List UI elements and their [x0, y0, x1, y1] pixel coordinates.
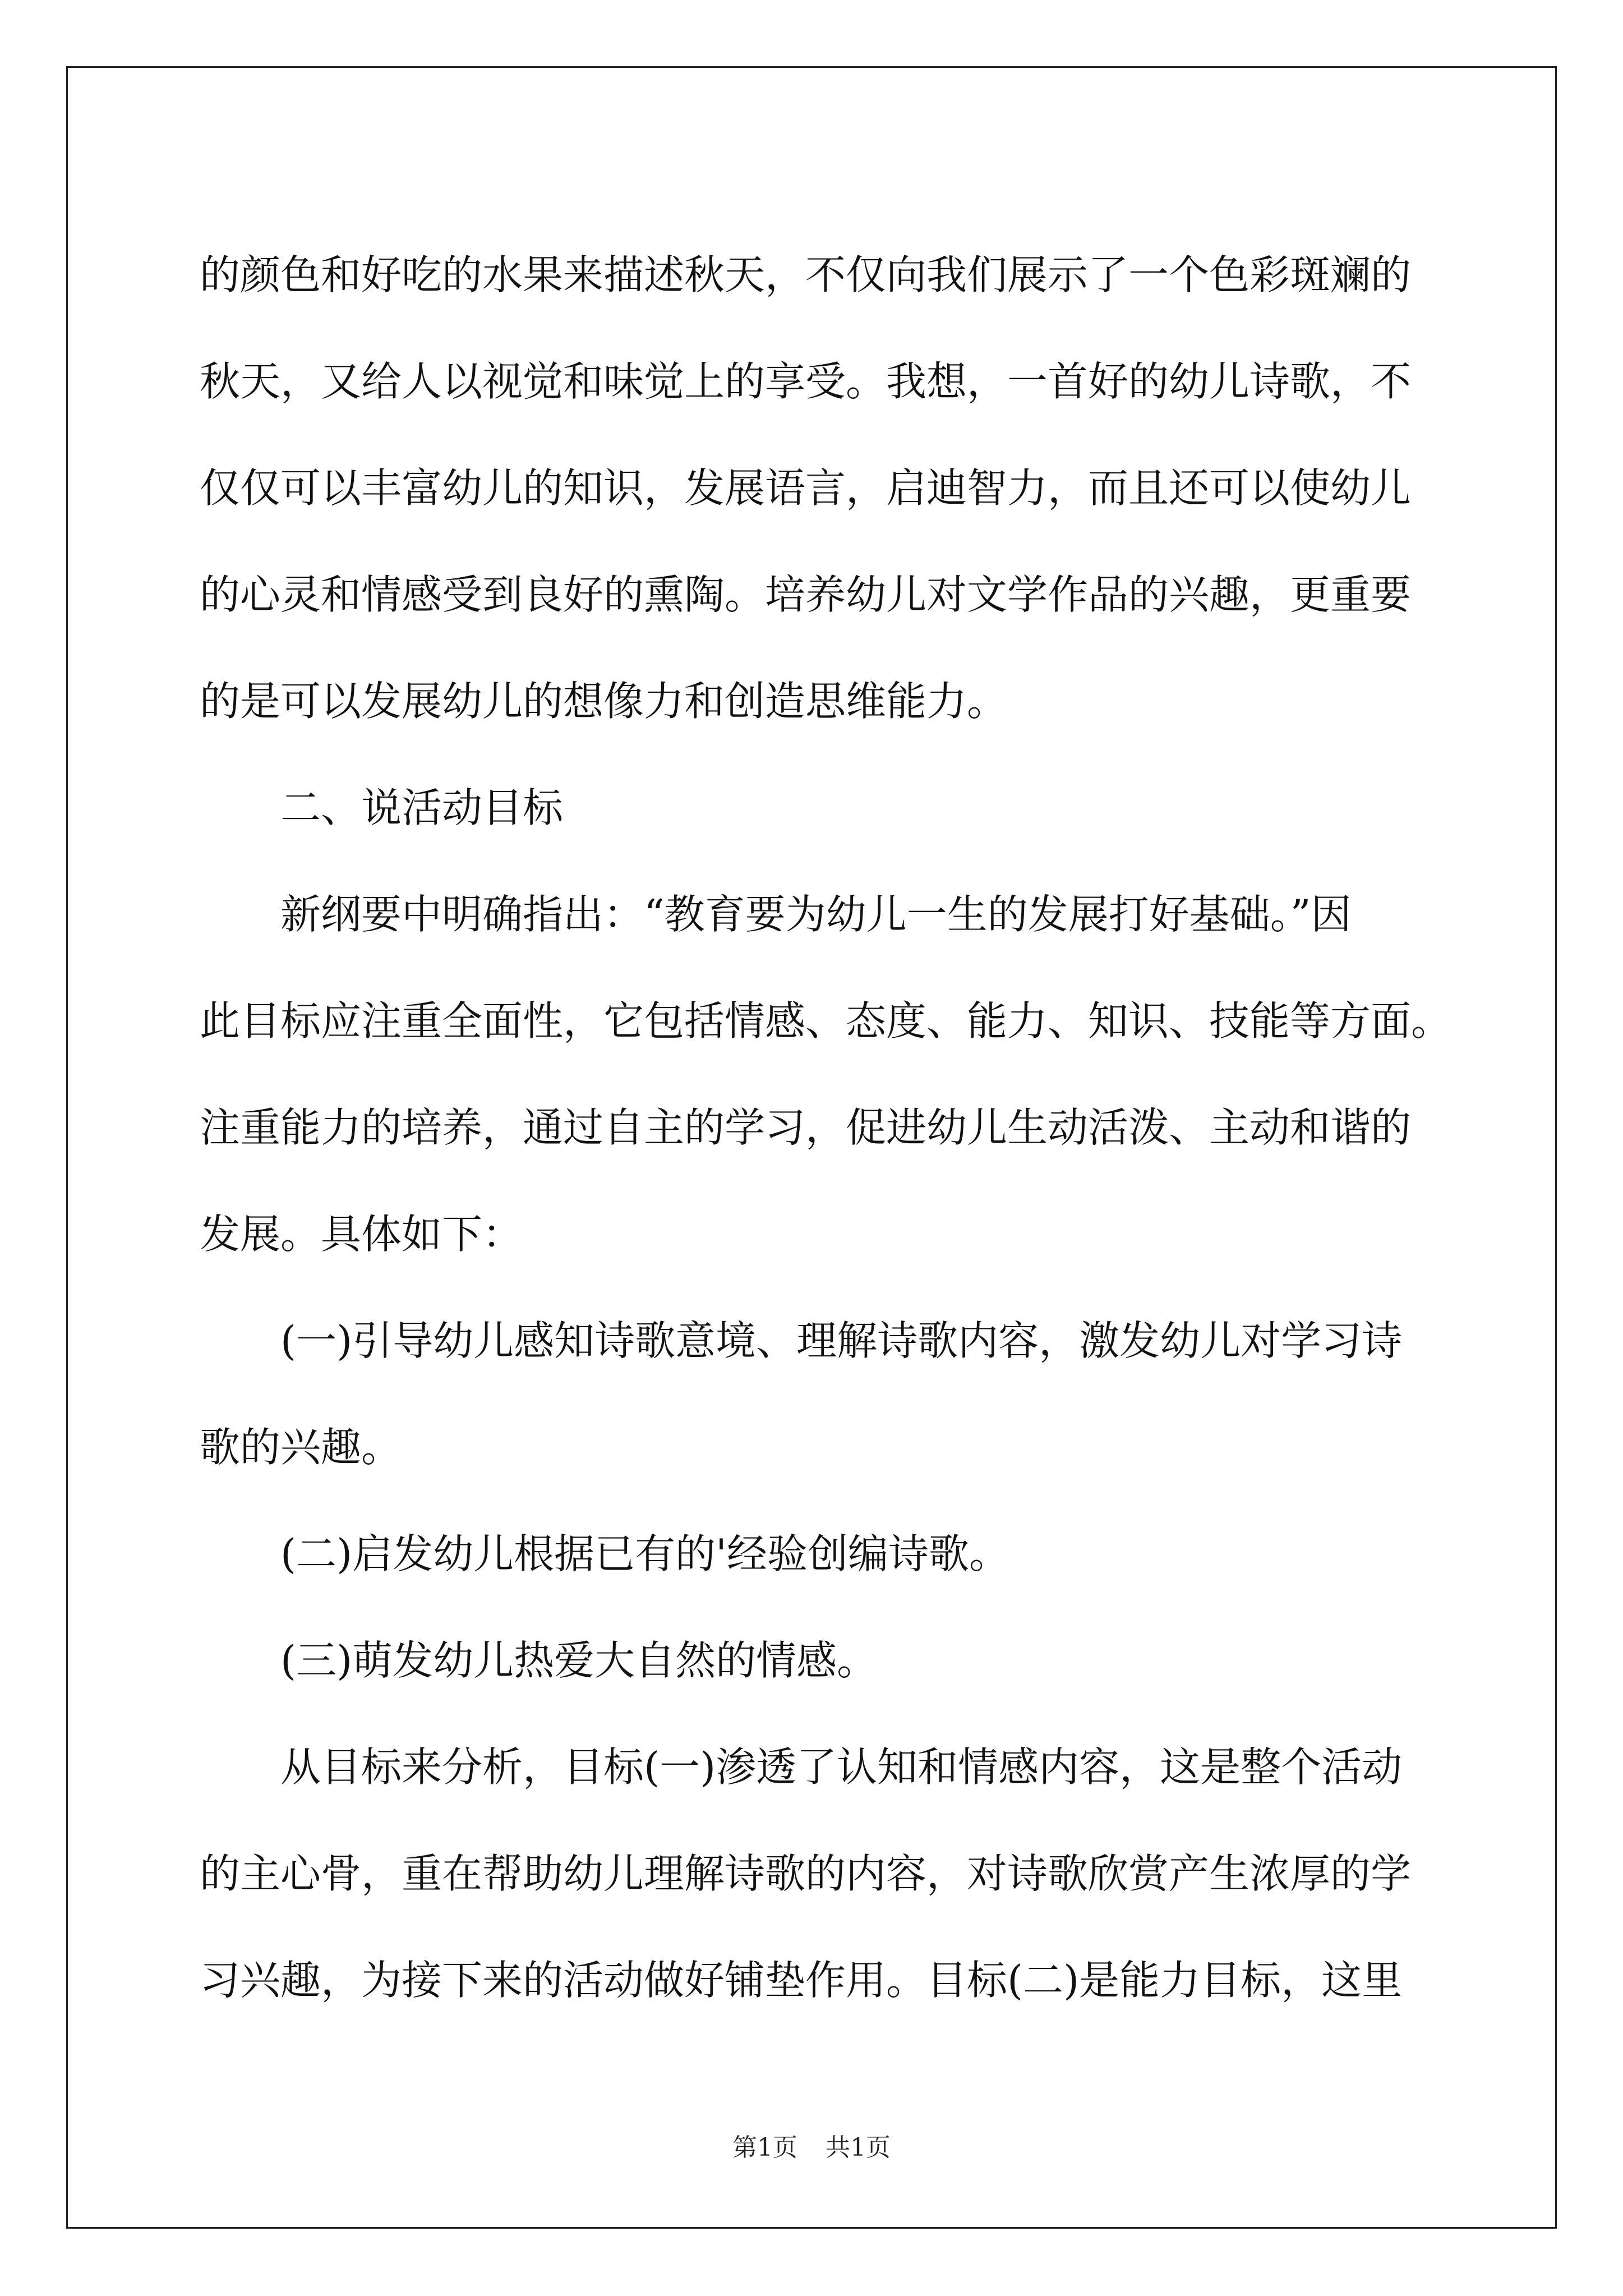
list-item: (二)启发幼儿根据已有的'经验创编诗歌。 — [280, 1530, 1009, 1577]
text-line: 的是可以发展幼儿的想像力和创造思维能力。 — [200, 678, 1008, 725]
page-footer — [0, 2127, 1623, 2163]
text-line: 的主心骨，重在帮助幼儿理解诗歌的内容，对诗歌欣赏产生浓厚的学 — [200, 1850, 1412, 1897]
text-line: 发展。具体如下： — [200, 1211, 523, 1258]
list-item: (三)萌发幼儿热爱大自然的情感。 — [280, 1637, 878, 1684]
text-line: 此目标应注重全面性，它包括情感、态度、能力、知识、技能等方面。 — [200, 997, 1452, 1045]
text-line: 的心灵和情感受到良好的熏陶。培养幼儿对文学作品的兴趣，更重要 — [200, 571, 1412, 618]
page-number: 第1页 — [732, 2133, 797, 2162]
text-line: 从目标来分析，目标(一)渗透了认知和情感内容，这是整个活动 — [280, 1743, 1403, 1791]
text-line: 歌的兴趣。 — [200, 1424, 402, 1471]
text-line: 秋天，又给人以视觉和味觉上的享受。我想，一首好的幼儿诗歌，不 — [200, 358, 1412, 405]
section-heading: 二、说活动目标 — [280, 784, 564, 831]
text-line: 的颜色和好吃的水果来描述秋天，不仅向我们展示了一个色彩斑斓的 — [200, 251, 1412, 298]
document-body — [200, 222, 1452, 2033]
text-line: 习兴趣，为接下来的活动做好铺垫作用。目标(二)是能力目标，这里 — [200, 1957, 1403, 2004]
list-item: (一)引导幼儿感知诗歌意境、理解诗歌内容，激发幼儿对学习诗 — [280, 1317, 1403, 1364]
text-line: 注重能力的培养，通过自主的学习，促进幼儿生动活泼、主动和谐的 — [200, 1104, 1412, 1151]
text-line: 新纲要中明确指出：“教育要为幼儿一生的发展打好基础。”因 — [280, 891, 1352, 938]
text-line: 仅仅可以丰富幼儿的知识，发展语言，启迪智力，而且还可以使幼儿 — [200, 464, 1412, 512]
page-total: 共1页 — [826, 2133, 891, 2162]
